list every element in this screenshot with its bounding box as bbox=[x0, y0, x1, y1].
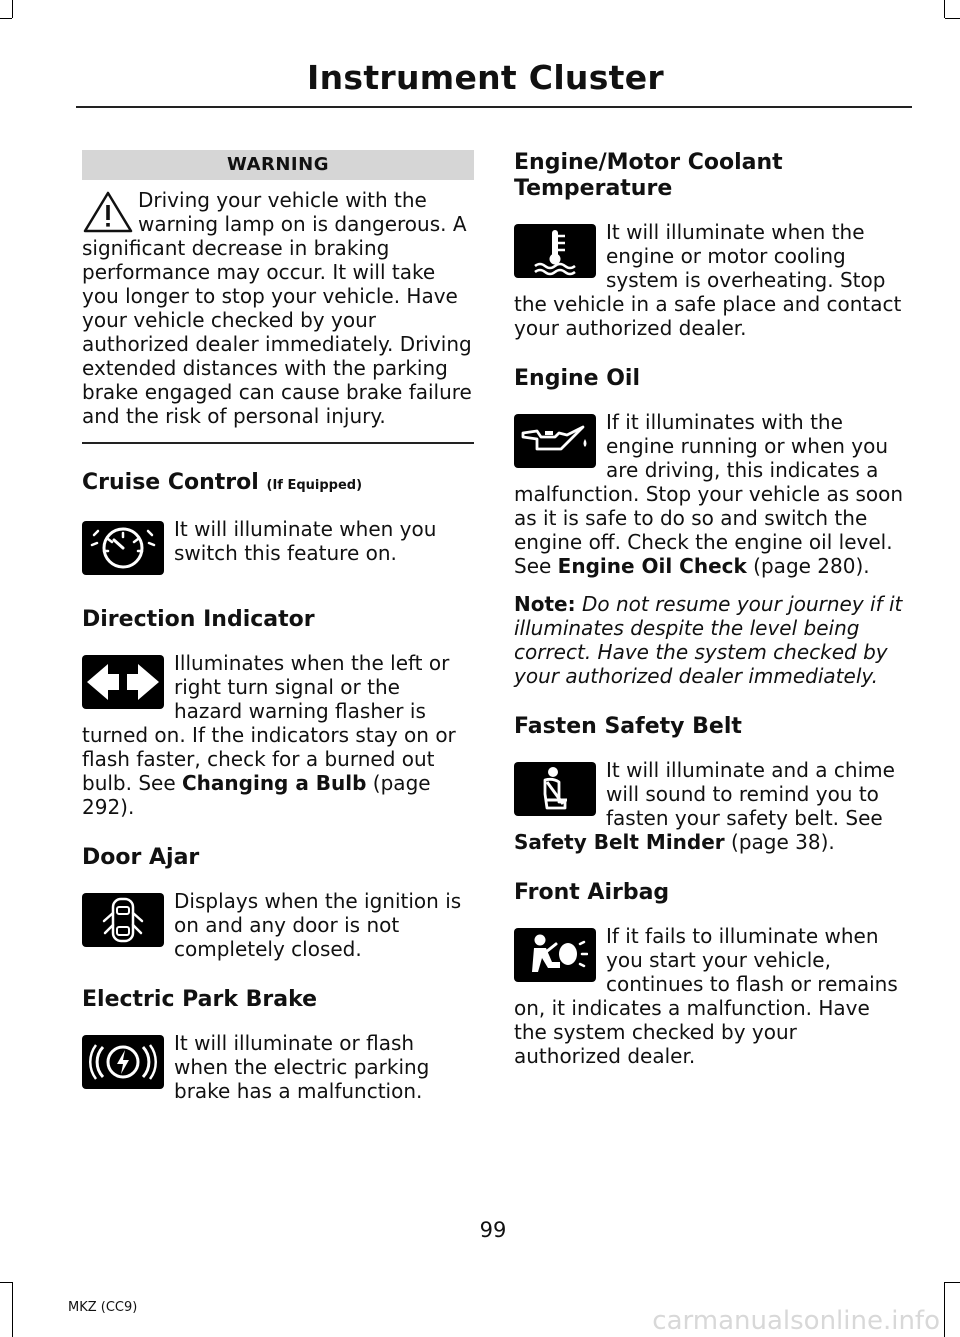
direction-page-ref: (page 292). bbox=[82, 771, 431, 819]
section-epb bbox=[82, 1031, 474, 1103]
changing-a-bulb-link[interactable]: Changing a Bulb bbox=[182, 771, 367, 795]
title-divider bbox=[76, 106, 912, 108]
section-title-oil: Engine Oil bbox=[514, 366, 641, 391]
oil-can-icon bbox=[514, 414, 596, 468]
airbag-icon bbox=[514, 928, 596, 982]
engine-oil-check-link[interactable]: Engine Oil Check bbox=[557, 554, 747, 578]
speedometer-icon bbox=[82, 521, 164, 575]
section-cruise bbox=[82, 517, 474, 581]
warning-triangle-icon bbox=[82, 190, 134, 234]
section-title-coolant: Engine/Motor Coolant Temperature bbox=[514, 150, 783, 201]
belt-page-ref: (page 38). bbox=[724, 830, 835, 854]
oil-note bbox=[514, 592, 906, 688]
left-column bbox=[82, 150, 474, 1103]
oil-page-ref: (page 280). bbox=[746, 554, 870, 578]
section-oil bbox=[514, 410, 906, 578]
direction-text: Illuminates when the left or right turn signal or the hazard warning flasher is turned on. If the indicators stay on or flash faster, check for a burned out bulb. See bbox=[82, 651, 456, 795]
cruise-text: It will illuminate when you switch this feature on. bbox=[174, 517, 437, 565]
right-column bbox=[514, 150, 906, 1068]
crop-mark bbox=[0, 1282, 12, 1283]
door-text: Displays when the ignition is on and any door is not completely closed. bbox=[174, 889, 462, 961]
section-coolant bbox=[514, 220, 906, 340]
safety-belt-minder-link[interactable]: Safety Belt Minder bbox=[514, 830, 725, 854]
crop-mark bbox=[12, 1282, 13, 1337]
door-ajar-icon bbox=[82, 893, 164, 947]
airbag-text: If it fails to illuminate when you start your vehicle, continues to flash or remains on, it indicates a malfunction. Have the system checked by your authorized dealer. bbox=[514, 924, 898, 1068]
note-label: Note: bbox=[514, 592, 576, 616]
turn-signal-arrows-icon bbox=[82, 655, 164, 709]
epb-text: It will illuminate or flash when the electric parking brake has a malfunction. bbox=[174, 1031, 430, 1103]
crop-mark bbox=[945, 18, 960, 19]
oil-text: If it illuminates with the engine running or when you are driving, this indicates a malfunction. Stop your vehicle as soon as it is safe to do so and switch the engine off. Check the engine oil level. See bbox=[514, 410, 904, 578]
warning-text: Driving your vehicle with the warning lamp on is dangerous. A significant decrease in braking performance may occur. It will take you longer to stop your vehicle. Have your vehicle checked by your authorized dealer immediately. Driving extended distances with the parking brake engaged can cause brake failure and the risk of personal injury. bbox=[82, 188, 472, 428]
crop-mark bbox=[945, 1282, 960, 1283]
section-title-direction: Direction Indicator bbox=[82, 607, 315, 632]
section-airbag bbox=[514, 924, 906, 1068]
coolant-temperature-icon bbox=[514, 224, 596, 278]
crop-mark bbox=[0, 18, 12, 19]
warning-divider bbox=[82, 442, 474, 444]
section-belt bbox=[514, 758, 906, 854]
crop-mark bbox=[944, 1282, 945, 1337]
section-title-epb: Electric Park Brake bbox=[82, 987, 318, 1012]
warning-heading: WARNING bbox=[82, 150, 474, 180]
section-title-door: Door Ajar bbox=[82, 845, 200, 870]
note-text: Do not resume your journey if it illuminates despite the level being correct. Have the system checked by your authorized dealer immediately. bbox=[514, 592, 903, 688]
section-direction bbox=[82, 651, 474, 819]
crop-mark bbox=[12, 0, 13, 18]
page-title: Instrument Cluster bbox=[307, 58, 664, 97]
warning-body bbox=[82, 180, 474, 428]
section-door bbox=[82, 889, 474, 961]
watermark: carmanualsonline.info bbox=[652, 1306, 940, 1336]
page-number: 99 bbox=[479, 1218, 507, 1242]
section-title-airbag: Front Airbag bbox=[514, 880, 670, 905]
model-code: MKZ (CC9) bbox=[68, 1300, 138, 1315]
crop-mark bbox=[944, 0, 945, 18]
section-title-cruise: Cruise Control (If Equipped) bbox=[82, 470, 363, 495]
electric-park-brake-icon bbox=[82, 1035, 164, 1089]
section-title-belt: Fasten Safety Belt bbox=[514, 714, 742, 739]
coolant-text: It will illuminate when the engine or motor cooling system is overheating. Stop the vehicle in a safe place and contact your authorized dealer. bbox=[514, 220, 902, 340]
warning-box bbox=[82, 150, 474, 444]
belt-text: It will illuminate and a chime will sound to remind you to fasten your safety belt. See bbox=[606, 758, 895, 830]
seatbelt-icon bbox=[514, 762, 596, 816]
